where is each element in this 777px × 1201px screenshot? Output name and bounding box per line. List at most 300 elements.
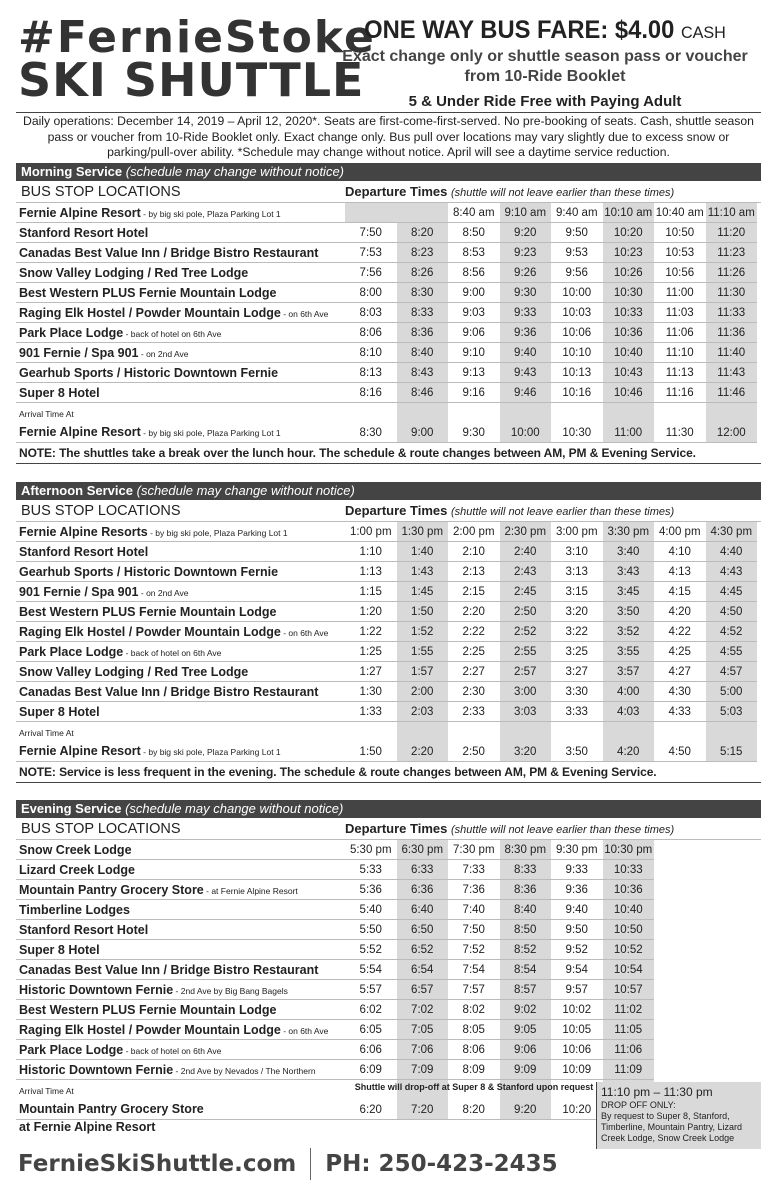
time-cell: 11:16 xyxy=(665,387,694,399)
time-cell: 9:50 xyxy=(565,924,588,936)
section-title-note: (schedule may change without notice) xyxy=(136,483,355,498)
time-cell: 4:20 xyxy=(668,606,691,618)
time-cell: 9:06 xyxy=(500,1040,552,1059)
stop-label: Historic Downtown Fernie xyxy=(19,982,174,997)
time-cell: 8:30 pm xyxy=(500,840,552,859)
time-cell: 11:06 xyxy=(665,327,694,339)
time-cell: 10:50 xyxy=(603,920,655,939)
kids-free: 5 & Under Ride Free with Paying Adult xyxy=(408,93,682,110)
arrival-time-cell: 4:20 xyxy=(603,722,655,761)
time-cell: 8:56 xyxy=(462,267,485,279)
time-cell: 10:36 xyxy=(603,323,655,342)
fare-sub: Exact change only or shuttle season pass or voucher from 10-Ride Booklet xyxy=(342,48,748,85)
time-cell: 6:02 xyxy=(359,1004,382,1016)
stop-name xyxy=(16,883,345,897)
arrival-time-cell: 10:30 xyxy=(562,427,592,439)
time-cell: 10:40 am xyxy=(655,207,704,219)
time-cell: 3:45 xyxy=(603,582,655,601)
times-note: (shuttle will not leave earlier than these times) xyxy=(450,506,675,518)
stop-name xyxy=(16,266,345,280)
time-cell: 8:53 xyxy=(462,247,485,259)
arrival-time-cell: 3:50 xyxy=(565,746,588,758)
stop-detail: - 2nd Ave by Nevados / The Northern xyxy=(173,1065,316,1076)
time-cell: 5:50 xyxy=(359,924,382,936)
arrival-time-cell: 6:20 xyxy=(359,1104,382,1116)
time-cell: 7:53 xyxy=(359,247,382,259)
time-cell: 1:13 xyxy=(359,566,382,578)
stop-name xyxy=(16,923,345,937)
table-row xyxy=(16,860,654,880)
time-cell: 9:40 xyxy=(500,343,552,362)
arrival-time-cell: 2:20 xyxy=(397,722,449,761)
stop-name xyxy=(16,346,345,360)
time-cell: 2:00 xyxy=(397,682,449,701)
times-note: (shuttle will not leave earlier than these times) xyxy=(450,187,675,199)
time-cell: 9:10 am xyxy=(500,203,552,222)
time-cell: 7:54 xyxy=(462,964,485,976)
stop-label: Mountain Pantry Grocery Store xyxy=(19,882,204,897)
stop-label: Fernie Alpine Resort xyxy=(19,205,141,220)
stop-label: Raging Elk Hostel / Powder Mountain Lodge xyxy=(19,305,281,320)
table-row xyxy=(16,622,757,642)
arrival-row xyxy=(16,403,757,443)
time-cell: 11:00 xyxy=(665,287,694,299)
stop-label: Best Western PLUS Fernie Mountain Lodge xyxy=(19,604,277,619)
table-row xyxy=(16,602,757,622)
time-cell: 10:06 xyxy=(562,1044,592,1056)
stop-name xyxy=(16,605,345,619)
stop-label: Canadas Best Value Inn / Bridge Bistro Restaurant xyxy=(19,962,319,977)
stop-label: Timberline Lodges xyxy=(19,902,130,917)
fare-info xyxy=(330,16,760,110)
time-cell: 6:52 xyxy=(397,940,449,959)
time-cell: 2:52 xyxy=(500,622,552,641)
phone-number: PH: 250-423-2435 xyxy=(325,1151,558,1177)
stop-name xyxy=(16,1023,345,1037)
arrival-label: Arrival Time At xyxy=(19,728,74,738)
stop-detail: - back of hotel on 6th Ave xyxy=(123,1045,222,1056)
time-cell: 9:56 xyxy=(565,267,588,279)
time-cell: 4:50 xyxy=(706,602,758,621)
stop-detail: - on 6th Ave xyxy=(280,308,329,319)
stop-label: Best Western PLUS Fernie Mountain Lodge xyxy=(19,285,277,300)
time-cell: 11:40 xyxy=(706,343,758,362)
stop-label: Canadas Best Value Inn / Bridge Bistro Restaurant xyxy=(19,245,319,260)
table-row xyxy=(16,900,654,920)
stop-name xyxy=(16,1043,345,1057)
arrival-time-cell: 8:30 xyxy=(359,427,382,439)
stop-name xyxy=(16,645,345,659)
table-row xyxy=(16,363,757,383)
table-row xyxy=(16,223,757,243)
time-cell: 1:50 xyxy=(397,602,449,621)
section-title-bar xyxy=(16,800,761,818)
stop-detail: - back of hotel on 6th Ave xyxy=(123,647,222,658)
time-cell: 1:00 pm xyxy=(349,526,392,538)
time-cell: 8:50 xyxy=(462,227,485,239)
time-cell: 8:40 xyxy=(500,900,552,919)
time-cell xyxy=(397,203,449,222)
website-link[interactable]: FernieSkiShuttle.com xyxy=(18,1151,297,1177)
time-cell: 10:16 xyxy=(562,387,592,399)
time-cell: 6:09 xyxy=(359,1064,382,1076)
stop-name xyxy=(16,585,345,599)
section-title: Afternoon Service xyxy=(21,483,133,498)
time-cell: 6:06 xyxy=(359,1044,382,1056)
time-cell: 1:20 xyxy=(359,606,382,618)
stop-name xyxy=(16,963,345,977)
arrival-time-cell: 2:50 xyxy=(462,746,485,758)
time-cell: 10:00 xyxy=(562,287,592,299)
time-cell: 9:00 xyxy=(462,287,485,299)
table-row xyxy=(16,682,757,702)
time-cell: 7:56 xyxy=(359,267,382,279)
time-cell: 9:43 xyxy=(500,363,552,382)
column-header xyxy=(16,500,761,522)
time-cell: 3:55 xyxy=(603,642,655,661)
stop-name xyxy=(16,326,345,340)
time-cell: 2:50 xyxy=(500,602,552,621)
stop-label: Canadas Best Value Inn / Bridge Bistro Restaurant xyxy=(19,684,319,699)
stop-label: Super 8 Hotel xyxy=(19,942,100,957)
late-dropoff-note xyxy=(596,1082,761,1149)
stop-label: Fernie Alpine Resorts xyxy=(19,524,148,539)
arrival-time-cell: 5:15 xyxy=(706,722,758,761)
time-cell: 4:10 xyxy=(668,546,691,558)
times-note: (shuttle will not leave earlier than these times) xyxy=(450,824,675,836)
time-cell: 4:25 xyxy=(668,646,691,658)
divider xyxy=(310,1148,311,1180)
time-cell: 8:43 xyxy=(397,363,449,382)
time-cell: 11:30 xyxy=(706,283,758,302)
times-header: Departure Times xyxy=(345,184,448,199)
stop-name xyxy=(16,246,345,260)
fare-unit: CASH xyxy=(680,23,726,42)
time-cell: 8:40 xyxy=(397,343,449,362)
arrival-stop-name: Mountain Pantry Grocery Store xyxy=(19,1102,204,1116)
time-cell: 8:57 xyxy=(500,980,552,999)
time-cell: 8:06 xyxy=(462,1044,485,1056)
time-cell: 9:05 xyxy=(500,1020,552,1039)
time-cell: 2:30 xyxy=(462,686,485,698)
section-title-bar xyxy=(16,163,761,181)
time-cell: 8:36 xyxy=(397,323,449,342)
stop-label: Snow Valley Lodging / Red Tree Lodge xyxy=(19,664,249,679)
stop-name xyxy=(16,306,345,320)
time-cell: 7:50 xyxy=(462,924,485,936)
section-title-bar xyxy=(16,482,761,500)
time-cell: 11:20 xyxy=(706,223,758,242)
time-cell: 7:05 xyxy=(397,1020,449,1039)
time-cell: 8:02 xyxy=(462,1004,485,1016)
time-cell: 10:52 xyxy=(603,940,655,959)
times-header-wrap xyxy=(345,821,674,836)
time-cell: 10:33 xyxy=(603,860,655,879)
stop-label: Raging Elk Hostel / Powder Mountain Lodge xyxy=(19,1022,281,1037)
time-cell: 10:20 xyxy=(603,223,655,242)
time-cell: 2:15 xyxy=(462,586,485,598)
time-cell: 3:27 xyxy=(565,666,588,678)
stop-label: Snow Creek Lodge xyxy=(19,842,132,857)
arrival-time-cell: 1:50 xyxy=(359,746,382,758)
time-cell: 4:55 xyxy=(706,642,758,661)
time-cell: 11:10 am xyxy=(706,203,758,222)
arrival-row xyxy=(16,722,757,762)
table-row xyxy=(16,880,654,900)
arrival-time-cell: 9:00 xyxy=(397,403,449,442)
arrival-time-cell: 3:20 xyxy=(500,722,552,761)
table-row xyxy=(16,582,757,602)
time-cell: 11:46 xyxy=(706,383,758,402)
arrival-time-cell: 7:20 xyxy=(397,1080,449,1119)
time-cell: 10:26 xyxy=(603,263,655,282)
times-header-wrap xyxy=(345,503,674,518)
stop-name xyxy=(16,665,345,679)
table-row xyxy=(16,522,757,542)
table-row xyxy=(16,920,654,940)
arrival-time-cell: 12:00 xyxy=(706,403,758,442)
arrival-time-cell: 10:20 xyxy=(562,1104,592,1116)
stop-name xyxy=(16,1003,345,1017)
section-title-note: (schedule may change without notice) xyxy=(125,164,344,179)
stop-detail: - on 2nd Ave xyxy=(138,348,189,359)
time-cell: 1:43 xyxy=(397,562,449,581)
arrival-stop-name: Fernie Alpine Resort xyxy=(19,425,141,439)
section-title-note: (schedule may change without notice) xyxy=(125,801,344,816)
time-cell: 8:33 xyxy=(500,860,552,879)
time-cell: 9:20 xyxy=(500,223,552,242)
times-header: Departure Times xyxy=(345,821,448,836)
afternoon-service xyxy=(16,482,761,783)
table-row xyxy=(16,1020,654,1040)
time-cell: 5:57 xyxy=(359,984,382,996)
table-row xyxy=(16,383,757,403)
time-cell: 1:10 xyxy=(359,546,382,558)
stop-label: Super 8 Hotel xyxy=(19,704,100,719)
stop-label: Park Place Lodge xyxy=(19,644,124,659)
time-cell: 9:40 am xyxy=(555,207,598,219)
time-cell: 4:33 xyxy=(668,706,691,718)
time-cell: 9:13 xyxy=(462,367,485,379)
time-cell: 2:55 xyxy=(500,642,552,661)
time-cell: 8:13 xyxy=(359,367,382,379)
time-cell: 3:52 xyxy=(603,622,655,641)
time-cell: 3:15 xyxy=(565,586,588,598)
time-cell: 8:33 xyxy=(397,303,449,322)
stop-detail: - by big ski pole, Plaza Parking Lot 1 xyxy=(147,527,288,538)
stop-name xyxy=(16,206,345,220)
time-cell: 5:54 xyxy=(359,964,382,976)
time-cell: 3:30 xyxy=(565,686,588,698)
time-cell: 9:52 xyxy=(565,944,588,956)
dropoff-message: Shuttle will drop-off at Super 8 & Stanford upon request xyxy=(354,1082,594,1092)
time-cell: 10:02 xyxy=(562,1004,592,1016)
time-cell: 1:30 xyxy=(359,686,382,698)
column-header xyxy=(16,181,761,203)
arrival-label: Arrival Time At xyxy=(19,1086,74,1096)
time-cell: 7:36 xyxy=(462,884,485,896)
column-header xyxy=(16,818,761,840)
time-cell: 2:13 xyxy=(462,566,485,578)
section-title: Morning Service xyxy=(21,164,123,179)
time-cell: 11:43 xyxy=(706,363,758,382)
time-cell: 10:54 xyxy=(603,960,655,979)
stop-detail: - on 6th Ave xyxy=(280,1025,329,1036)
time-cell: 11:03 xyxy=(665,307,694,319)
stop-label: Best Western PLUS Fernie Mountain Lodge xyxy=(19,1002,277,1017)
time-cell: 5:03 xyxy=(706,702,758,721)
time-cell: 10:50 xyxy=(665,227,695,239)
time-cell: 7:02 xyxy=(397,1000,449,1019)
time-cell: 8:20 xyxy=(397,223,449,242)
time-cell: 3:03 xyxy=(500,702,552,721)
time-cell: 10:05 xyxy=(562,1024,592,1036)
time-cell: 4:30 pm xyxy=(706,522,758,541)
stop-label: Park Place Lodge xyxy=(19,1042,124,1057)
time-cell: 7:33 xyxy=(462,864,485,876)
time-cell: 10:56 xyxy=(665,267,695,279)
time-cell: 1:27 xyxy=(359,666,382,678)
time-cell: 10:53 xyxy=(665,247,695,259)
stop-name xyxy=(16,545,345,559)
time-cell: 9:23 xyxy=(500,243,552,262)
time-cell: 1:33 xyxy=(359,706,382,718)
time-cell: 10:10 am xyxy=(603,203,655,222)
stop-label: Stanford Resort Hotel xyxy=(19,544,149,559)
time-cell: 10:36 xyxy=(603,880,655,899)
time-cell: 7:40 xyxy=(462,904,485,916)
time-cell: 7:57 xyxy=(462,984,485,996)
time-cell: 2:22 xyxy=(462,626,485,638)
table-row xyxy=(16,662,757,682)
time-cell: 6:30 pm xyxy=(397,840,449,859)
arrival-stop xyxy=(16,722,345,761)
time-cell: 8:46 xyxy=(397,383,449,402)
stops-header: BUS STOP LOCATIONS xyxy=(21,183,181,200)
stop-name xyxy=(16,843,345,857)
time-cell: 8:03 xyxy=(359,307,382,319)
time-cell: 9:54 xyxy=(565,964,588,976)
stop-name xyxy=(16,685,345,699)
time-cell: 2:25 xyxy=(462,646,485,658)
time-cell: 8:40 am xyxy=(452,207,495,219)
stop-label: Super 8 Hotel xyxy=(19,385,100,400)
time-cell: 6:50 xyxy=(397,920,449,939)
late-text: By request to Super 8, Stanford, Timberline, Mountain Pantry, Lizard Creek Lodge, Snow Creek Lodge xyxy=(601,1111,743,1143)
time-cell: 4:40 xyxy=(706,542,758,561)
stop-name xyxy=(16,286,345,300)
time-cell: 3:43 xyxy=(603,562,655,581)
table-row xyxy=(16,702,757,722)
stops-header: BUS STOP LOCATIONS xyxy=(21,820,181,837)
stop-name xyxy=(16,386,345,400)
time-cell: 9:46 xyxy=(500,383,552,402)
time-cell: 4:15 xyxy=(668,586,691,598)
arrival-stop xyxy=(16,1080,345,1134)
table-row xyxy=(16,283,757,303)
time-cell: 9:57 xyxy=(565,984,588,996)
time-cell: 8:30 xyxy=(397,283,449,302)
operations-info: Daily operations: December 14, 2019 – April 12, 2020*. Seats are first-come-first-served. No pre-booking of seats. Cash, shuttle season pass or voucher from 10-Ride Booklet only. Exact change only. Bus pull over locations may vary slightly due to excess snow or parking/pull-over ability. *Schedule may change without notice. April will see a daytime service reduction. xyxy=(23,114,754,159)
time-cell: 4:13 xyxy=(668,566,691,578)
time-cell: 6:05 xyxy=(359,1024,382,1036)
stop-detail: - back of hotel on 6th Ave xyxy=(123,328,222,339)
time-cell xyxy=(345,203,397,222)
time-cell: 7:30 pm xyxy=(452,844,495,856)
stop-name xyxy=(16,565,345,579)
time-cell: 4:30 xyxy=(668,686,691,698)
table-row xyxy=(16,203,757,223)
time-cell: 9:36 xyxy=(500,323,552,342)
time-cell: 3:57 xyxy=(603,662,655,681)
time-cell: 5:52 xyxy=(359,944,382,956)
time-cell: 3:30 pm xyxy=(603,522,655,541)
stop-name xyxy=(16,625,345,639)
time-cell: 3:10 xyxy=(565,546,588,558)
time-cell: 9:33 xyxy=(565,864,588,876)
time-cell: 5:36 xyxy=(359,884,382,896)
stop-label: 901 Fernie / Spa 901 xyxy=(19,345,139,360)
time-cell: 8:54 xyxy=(500,960,552,979)
time-cell: 8:50 xyxy=(500,920,552,939)
time-cell: 5:33 xyxy=(359,864,382,876)
time-cell: 10:10 xyxy=(562,347,592,359)
time-cell: 8:06 xyxy=(359,327,382,339)
time-cell: 11:33 xyxy=(706,303,758,322)
time-cell: 7:09 xyxy=(397,1060,449,1079)
time-cell: 10:30 xyxy=(603,283,655,302)
time-cell: 3:22 xyxy=(565,626,588,638)
time-cell: 10:40 xyxy=(603,343,655,362)
time-cell: 10:09 xyxy=(562,1064,592,1076)
table-row xyxy=(16,1060,654,1080)
time-cell: 8:26 xyxy=(397,263,449,282)
time-cell: 4:00 pm xyxy=(658,526,701,538)
time-cell: 4:57 xyxy=(706,662,758,681)
time-cell: 7:50 xyxy=(359,227,382,239)
time-cell: 3:40 xyxy=(603,542,655,561)
hashtag-title: #FernieStoke xyxy=(18,12,376,63)
time-cell: 9:33 xyxy=(500,303,552,322)
time-cell: 10:33 xyxy=(603,303,655,322)
table-row xyxy=(16,323,757,343)
time-cell: 7:06 xyxy=(397,1040,449,1059)
table-row xyxy=(16,303,757,323)
times-header-wrap xyxy=(345,184,674,199)
time-cell: 1:55 xyxy=(397,642,449,661)
time-cell: 10:23 xyxy=(603,243,655,262)
time-cell: 2:45 xyxy=(500,582,552,601)
time-cell: 1:22 xyxy=(359,626,382,638)
stop-label: Raging Elk Hostel / Powder Mountain Lodge xyxy=(19,624,281,639)
time-cell: 3:13 xyxy=(565,566,588,578)
time-cell: 9:30 xyxy=(500,283,552,302)
time-cell: 6:33 xyxy=(397,860,449,879)
table-row xyxy=(16,642,757,662)
time-cell: 6:57 xyxy=(397,980,449,999)
times-header: Departure Times xyxy=(345,503,448,518)
late-time: 11:10 pm – 11:30 pm xyxy=(601,1085,713,1099)
arrival-stop-name: Fernie Alpine Resort xyxy=(19,744,141,758)
time-cell: 5:30 pm xyxy=(349,844,392,856)
late-title: DROP OFF ONLY: xyxy=(601,1100,676,1110)
stop-label: Stanford Resort Hotel xyxy=(19,225,149,240)
time-cell: 10:46 xyxy=(603,383,655,402)
table-row xyxy=(16,940,654,960)
time-cell: 9:30 pm xyxy=(555,844,598,856)
time-cell: 4:27 xyxy=(668,666,691,678)
time-cell: 11:10 xyxy=(665,347,694,359)
